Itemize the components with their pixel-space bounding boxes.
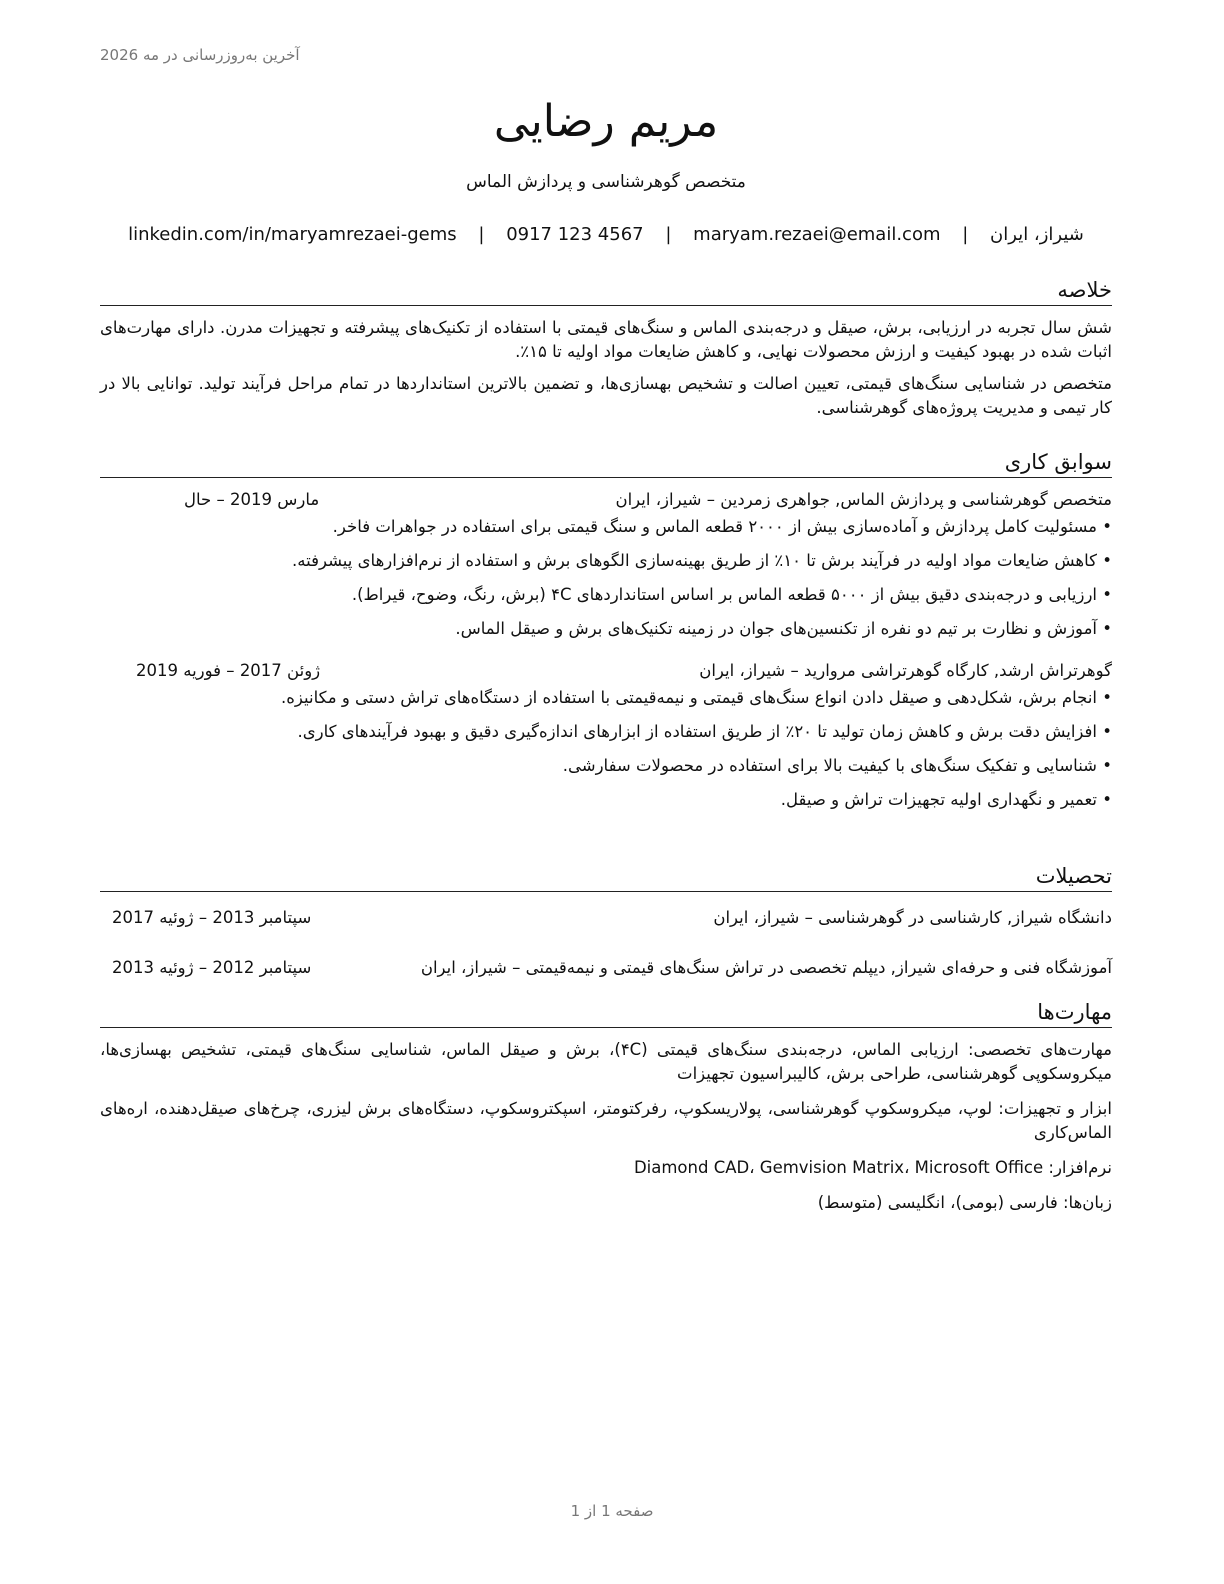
job-bullets xyxy=(100,515,1112,641)
job-role: متخصص گوهرشناسی و پردازش الماس, جواهری زمردین – شیراز، ایران xyxy=(615,490,1112,509)
education-heading: تحصیلات xyxy=(100,862,1112,892)
contact-separator: | xyxy=(962,224,969,245)
candidate-title: متخصص گوهرشناسی و پردازش الماس xyxy=(466,172,746,192)
education-date: سپتامبر 2012 – ژوئیه 2013 xyxy=(112,958,312,977)
skill-row: ابزار و تجهیزات: لوپ، میکروسکوپ گوهرشناسی، پولاریسکوپ، رفرکتومتر، اسپکتروسکوپ، دستگاه‌های برش لیزری، چرخ‌های صیقل‌دهنده، اره‌های الماس‌کاری xyxy=(100,1099,1112,1142)
job-bullet: • انجام برش، شکل‌دهی و صیقل دادن انواع سنگ‌های قیمتی و نیمه‌قیمتی با استفاده از دستگاه‌های تراش دستی و مکانیزه. xyxy=(100,686,1112,710)
contact-line xyxy=(100,222,1112,248)
page-number: صفحه 1 از 1 xyxy=(570,1502,654,1520)
last-updated-note: آخرین به‌روزرسانی در مه 2026 xyxy=(100,46,300,64)
summary-heading: خلاصه xyxy=(100,276,1112,306)
job-header xyxy=(100,659,1112,683)
summary-section xyxy=(100,276,1112,428)
contact-phone[interactable]: 0917 123 4567 xyxy=(506,224,644,245)
summary-paragraph: متخصص در شناسایی سنگ‌های قیمتی، تعیین اصالت و تشخیص بهسازی‌ها، و تضمین بالاترین استانداردها در تمام مراحل فرآیند تولید. توانایی بالا در کار تیمی و مدیریت پروژه‌های گوهرشناسی. xyxy=(100,374,1112,417)
contact-separator: | xyxy=(665,224,672,245)
candidate-name: مریم رضایی xyxy=(493,96,719,147)
job-entry xyxy=(100,488,1112,641)
summary-paragraph: شش سال تجربه در ارزیابی، برش، صیقل و درجه‌بندی الماس و سنگ‌های قیمتی با استفاده از تکنیک‌های پیشرفته و تجهیزات مدرن. دارای مهارت‌های اثبات شده در بهبود کیفیت و ارزش محصولات نهایی، و کاهش ضایعات مواد اولیه تا ۱۵٪. xyxy=(100,318,1112,361)
education-entry xyxy=(100,956,1112,980)
contact-linkedin[interactable]: linkedin.com/in/maryamrezaei-gems xyxy=(128,224,457,245)
skill-row: زبان‌ها: فارسی (بومی)، انگلیسی (متوسط) xyxy=(817,1193,1112,1212)
contact-email[interactable]: maryam.rezaei@email.com xyxy=(693,224,941,245)
job-header xyxy=(100,488,1112,512)
education-institution: دانشگاه شیراز, کارشناسی در گوهرشناسی – شیراز، ایران xyxy=(713,908,1112,927)
contact-location: شیراز، ایران xyxy=(990,224,1084,245)
education-entry xyxy=(100,906,1112,930)
skill-row: نرم‌افزار: Diamond CAD، Gemvision Matrix، Microsoft Office xyxy=(633,1158,1112,1177)
contact-separator: | xyxy=(478,224,485,245)
experience-heading: سوابق کاری xyxy=(100,448,1112,478)
job-bullets xyxy=(100,686,1112,812)
job-bullet: • مسئولیت کامل پردازش و آماده‌سازی بیش از ۲۰۰۰ قطعه الماس و سنگ قیمتی برای استفاده در جواهرات فاخر. xyxy=(100,515,1112,539)
job-bullet: • تعمیر و نگهداری اولیه تجهیزات تراش و صیقل. xyxy=(100,788,1112,812)
skill-row: مهارت‌های تخصصی: ارزیابی الماس، درجه‌بندی سنگ‌های قیمتی (۴C)، برش و صیقل الماس، شناسایی سنگ‌های قیمتی، تشخیص بهسازی‌ها، میکروسکوپی گوهرشناسی، طراحی برش، کالیبراسیون تجهیزات xyxy=(100,1040,1112,1083)
experience-section xyxy=(100,448,1112,822)
education-section xyxy=(100,862,1112,980)
job-bullet: • افزایش دقت برش و کاهش زمان تولید تا ۲۰٪ از طریق استفاده از ابزارهای اندازه‌گیری دقیق و بهبود فرآیندهای کاری. xyxy=(100,720,1112,744)
education-date: سپتامبر 2013 – ژوئیه 2017 xyxy=(112,908,312,927)
job-role: گوهرتراش ارشد, کارگاه گوهرتراشی مروارید – شیراز، ایران xyxy=(699,661,1112,680)
job-bullet: • ارزیابی و درجه‌بندی دقیق بیش از ۵۰۰۰ قطعه الماس بر اساس استانداردهای ۴C (برش، رنگ، وضوح، قیراط). xyxy=(100,583,1112,607)
job-bullet: • شناسایی و تفکیک سنگ‌های با کیفیت بالا برای استفاده در محصولات سفارشی. xyxy=(100,754,1112,778)
job-date: ژوئن 2017 – فوریه 2019 xyxy=(136,661,321,680)
skills-heading: مهارت‌ها xyxy=(100,998,1112,1028)
job-bullet: • کاهش ضایعات مواد اولیه در فرآیند برش تا ۱۰٪ از طریق بهینه‌سازی الگوهای برش و استفاده از نرم‌افزارهای پیشرفته. xyxy=(100,549,1112,573)
education-institution: آموزشگاه فنی و حرفه‌ای شیراز, دیپلم تخصصی در تراش سنگ‌های قیمتی و نیمه‌قیمتی – شیراز، ایران xyxy=(420,958,1112,977)
job-date: مارس 2019 – حال xyxy=(184,490,320,509)
job-bullet: • آموزش و نظارت بر تیم دو نفره از تکنسین‌های جوان در زمینه تکنیک‌های برش و صیقل الماس. xyxy=(100,617,1112,641)
skills-section xyxy=(100,998,1112,1226)
job-entry xyxy=(100,659,1112,812)
